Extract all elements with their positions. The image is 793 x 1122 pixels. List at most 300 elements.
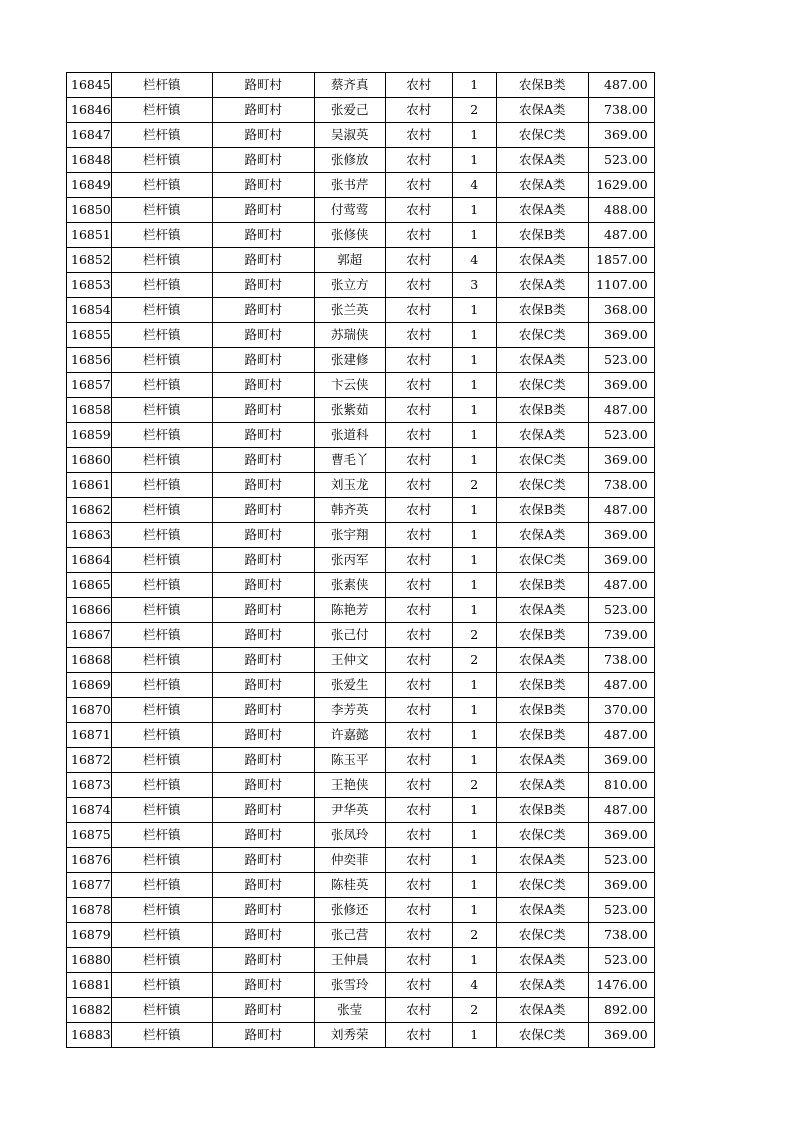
- cell-amount: 1629.00: [588, 173, 654, 198]
- cell-area: 农村: [385, 898, 452, 923]
- cell-id: 16865: [67, 573, 112, 598]
- cell-category: 农保B类: [496, 673, 588, 698]
- cell-category: 农保B类: [496, 573, 588, 598]
- cell-category: 农保C类: [496, 373, 588, 398]
- cell-area: 农村: [385, 873, 452, 898]
- cell-amount: 1857.00: [588, 248, 654, 273]
- cell-id: 16855: [67, 323, 112, 348]
- table-row: [67, 373, 655, 398]
- cell-count: 4: [452, 973, 496, 998]
- cell-village: 路町村: [212, 923, 314, 948]
- cell-name: 韩齐英: [314, 498, 385, 523]
- table-row: [67, 698, 655, 723]
- cell-category: 农保C类: [496, 123, 588, 148]
- cell-count: 1: [452, 948, 496, 973]
- cell-id: 16845: [67, 73, 112, 98]
- cell-village: 路町村: [212, 348, 314, 373]
- cell-count: 2: [452, 998, 496, 1023]
- cell-area: 农村: [385, 498, 452, 523]
- cell-area: 农村: [385, 623, 452, 648]
- cell-name: 张修还: [314, 898, 385, 923]
- cell-town: 栏杆镇: [111, 198, 212, 223]
- cell-amount: 892.00: [588, 998, 654, 1023]
- cell-category: 农保B类: [496, 73, 588, 98]
- cell-village: 路町村: [212, 273, 314, 298]
- cell-village: 路町村: [212, 648, 314, 673]
- cell-name: 王仲文: [314, 648, 385, 673]
- cell-area: 农村: [385, 748, 452, 773]
- cell-amount: 1476.00: [588, 973, 654, 998]
- cell-name: 张己付: [314, 623, 385, 648]
- cell-id: 16877: [67, 873, 112, 898]
- cell-count: 1: [452, 673, 496, 698]
- cell-village: 路町村: [212, 73, 314, 98]
- cell-village: 路町村: [212, 1023, 314, 1048]
- cell-town: 栏杆镇: [111, 273, 212, 298]
- cell-village: 路町村: [212, 723, 314, 748]
- cell-town: 栏杆镇: [111, 898, 212, 923]
- cell-area: 农村: [385, 148, 452, 173]
- cell-count: 1: [452, 373, 496, 398]
- cell-name: 张紫茹: [314, 398, 385, 423]
- cell-amount: 369.00: [588, 873, 654, 898]
- table-row: [67, 323, 655, 348]
- cell-amount: 369.00: [588, 1023, 654, 1048]
- cell-count: 1: [452, 323, 496, 348]
- table-row: [67, 198, 655, 223]
- cell-amount: 738.00: [588, 923, 654, 948]
- cell-area: 农村: [385, 73, 452, 98]
- cell-id: 16852: [67, 248, 112, 273]
- cell-count: 1: [452, 573, 496, 598]
- cell-area: 农村: [385, 298, 452, 323]
- cell-village: 路町村: [212, 898, 314, 923]
- cell-town: 栏杆镇: [111, 973, 212, 998]
- cell-category: 农保B类: [496, 623, 588, 648]
- cell-village: 路町村: [212, 573, 314, 598]
- table-row: [67, 973, 655, 998]
- cell-category: 农保A类: [496, 248, 588, 273]
- cell-amount: 738.00: [588, 473, 654, 498]
- table-row: [67, 348, 655, 373]
- cell-village: 路町村: [212, 598, 314, 623]
- cell-amount: 487.00: [588, 73, 654, 98]
- table-row: [67, 123, 655, 148]
- table-row: [67, 1023, 655, 1048]
- cell-name: 张丙军: [314, 548, 385, 573]
- cell-village: 路町村: [212, 173, 314, 198]
- table-row: [67, 548, 655, 573]
- cell-category: 农保C类: [496, 923, 588, 948]
- cell-town: 栏杆镇: [111, 773, 212, 798]
- table-row: [67, 273, 655, 298]
- cell-name: 张莹: [314, 998, 385, 1023]
- table-row: [67, 423, 655, 448]
- table-row: [67, 498, 655, 523]
- cell-town: 栏杆镇: [111, 648, 212, 673]
- cell-category: 农保A类: [496, 523, 588, 548]
- cell-count: 1: [452, 198, 496, 223]
- cell-town: 栏杆镇: [111, 148, 212, 173]
- cell-name: 张素侠: [314, 573, 385, 598]
- cell-name: 张修侠: [314, 223, 385, 248]
- cell-area: 农村: [385, 423, 452, 448]
- cell-id: 16874: [67, 798, 112, 823]
- cell-id: 16860: [67, 448, 112, 473]
- cell-count: 1: [452, 448, 496, 473]
- cell-amount: 738.00: [588, 648, 654, 673]
- cell-town: 栏杆镇: [111, 673, 212, 698]
- table-row: [67, 773, 655, 798]
- cell-id: 16883: [67, 1023, 112, 1048]
- cell-name: 吴淑英: [314, 123, 385, 148]
- cell-village: 路町村: [212, 423, 314, 448]
- cell-amount: 369.00: [588, 123, 654, 148]
- cell-category: 农保A类: [496, 848, 588, 873]
- cell-category: 农保A类: [496, 648, 588, 673]
- cell-count: 1: [452, 498, 496, 523]
- cell-amount: 523.00: [588, 598, 654, 623]
- table-row: [67, 73, 655, 98]
- cell-amount: 368.00: [588, 298, 654, 323]
- cell-name: 陈桂英: [314, 873, 385, 898]
- table-row: [67, 673, 655, 698]
- cell-count: 3: [452, 273, 496, 298]
- cell-category: 农保A类: [496, 898, 588, 923]
- cell-town: 栏杆镇: [111, 248, 212, 273]
- cell-id: 16849: [67, 173, 112, 198]
- cell-area: 农村: [385, 348, 452, 373]
- cell-area: 农村: [385, 723, 452, 748]
- cell-category: 农保A类: [496, 973, 588, 998]
- cell-id: 16878: [67, 898, 112, 923]
- cell-id: 16866: [67, 598, 112, 623]
- cell-id: 16847: [67, 123, 112, 148]
- cell-area: 农村: [385, 223, 452, 248]
- table-row: [67, 748, 655, 773]
- cell-village: 路町村: [212, 823, 314, 848]
- cell-amount: 487.00: [588, 573, 654, 598]
- cell-category: 农保A类: [496, 998, 588, 1023]
- cell-town: 栏杆镇: [111, 723, 212, 748]
- cell-count: 1: [452, 348, 496, 373]
- cell-village: 路町村: [212, 973, 314, 998]
- cell-town: 栏杆镇: [111, 298, 212, 323]
- cell-id: 16848: [67, 148, 112, 173]
- cell-area: 农村: [385, 548, 452, 573]
- cell-amount: 487.00: [588, 723, 654, 748]
- table-row: [67, 923, 655, 948]
- cell-area: 农村: [385, 798, 452, 823]
- cell-count: 1: [452, 898, 496, 923]
- cell-area: 农村: [385, 323, 452, 348]
- cell-id: 16857: [67, 373, 112, 398]
- cell-village: 路町村: [212, 873, 314, 898]
- cell-amount: 369.00: [588, 373, 654, 398]
- cell-category: 农保C类: [496, 323, 588, 348]
- cell-village: 路町村: [212, 698, 314, 723]
- cell-name: 仲奕菲: [314, 848, 385, 873]
- cell-category: 农保A类: [496, 173, 588, 198]
- cell-id: 16869: [67, 673, 112, 698]
- cell-name: 陈玉平: [314, 748, 385, 773]
- cell-name: 张书芹: [314, 173, 385, 198]
- cell-amount: 487.00: [588, 398, 654, 423]
- cell-amount: 810.00: [588, 773, 654, 798]
- cell-id: 16871: [67, 723, 112, 748]
- records-table-body: [67, 73, 655, 1048]
- cell-town: 栏杆镇: [111, 523, 212, 548]
- cell-name: 刘秀荣: [314, 1023, 385, 1048]
- cell-town: 栏杆镇: [111, 423, 212, 448]
- table-row: [67, 173, 655, 198]
- cell-area: 农村: [385, 98, 452, 123]
- cell-name: 陈艳芳: [314, 598, 385, 623]
- table-row: [67, 523, 655, 548]
- cell-category: 农保A类: [496, 198, 588, 223]
- cell-amount: 523.00: [588, 948, 654, 973]
- cell-name: 张兰英: [314, 298, 385, 323]
- cell-name: 刘玉龙: [314, 473, 385, 498]
- cell-area: 农村: [385, 373, 452, 398]
- cell-amount: 369.00: [588, 823, 654, 848]
- cell-town: 栏杆镇: [111, 98, 212, 123]
- cell-category: 农保B类: [496, 723, 588, 748]
- cell-name: 尹华英: [314, 798, 385, 823]
- cell-name: 李芳英: [314, 698, 385, 723]
- cell-id: 16862: [67, 498, 112, 523]
- cell-town: 栏杆镇: [111, 398, 212, 423]
- cell-town: 栏杆镇: [111, 598, 212, 623]
- table-row: [67, 398, 655, 423]
- cell-town: 栏杆镇: [111, 873, 212, 898]
- records-table: [66, 72, 655, 1048]
- cell-id: 16876: [67, 848, 112, 873]
- cell-count: 2: [452, 623, 496, 648]
- cell-village: 路町村: [212, 798, 314, 823]
- cell-town: 栏杆镇: [111, 1023, 212, 1048]
- cell-id: 16861: [67, 473, 112, 498]
- cell-village: 路町村: [212, 248, 314, 273]
- table-row: [67, 223, 655, 248]
- cell-category: 农保A类: [496, 148, 588, 173]
- cell-id: 16854: [67, 298, 112, 323]
- cell-count: 2: [452, 473, 496, 498]
- cell-count: 1: [452, 873, 496, 898]
- cell-category: 农保C类: [496, 473, 588, 498]
- cell-area: 农村: [385, 198, 452, 223]
- cell-category: 农保C类: [496, 448, 588, 473]
- cell-name: 张立方: [314, 273, 385, 298]
- cell-id: 16882: [67, 998, 112, 1023]
- cell-area: 农村: [385, 823, 452, 848]
- cell-amount: 523.00: [588, 348, 654, 373]
- cell-id: 16850: [67, 198, 112, 223]
- cell-area: 农村: [385, 923, 452, 948]
- cell-count: 1: [452, 73, 496, 98]
- cell-name: 许嘉懿: [314, 723, 385, 748]
- cell-town: 栏杆镇: [111, 623, 212, 648]
- cell-count: 1: [452, 823, 496, 848]
- cell-count: 2: [452, 923, 496, 948]
- cell-town: 栏杆镇: [111, 798, 212, 823]
- cell-amount: 488.00: [588, 198, 654, 223]
- cell-category: 农保A类: [496, 98, 588, 123]
- cell-amount: 369.00: [588, 323, 654, 348]
- cell-name: 付莺莺: [314, 198, 385, 223]
- cell-id: 16864: [67, 548, 112, 573]
- cell-area: 农村: [385, 123, 452, 148]
- cell-amount: 523.00: [588, 423, 654, 448]
- cell-count: 1: [452, 398, 496, 423]
- cell-id: 16872: [67, 748, 112, 773]
- cell-village: 路町村: [212, 523, 314, 548]
- cell-count: 1: [452, 148, 496, 173]
- cell-name: 王仲晨: [314, 948, 385, 973]
- cell-name: 张爱生: [314, 673, 385, 698]
- cell-count: 1: [452, 798, 496, 823]
- cell-name: 王艳侠: [314, 773, 385, 798]
- cell-count: 1: [452, 548, 496, 573]
- cell-count: 1: [452, 223, 496, 248]
- table-row: [67, 848, 655, 873]
- cell-category: 农保B类: [496, 223, 588, 248]
- cell-area: 农村: [385, 948, 452, 973]
- cell-id: 16853: [67, 273, 112, 298]
- cell-town: 栏杆镇: [111, 348, 212, 373]
- cell-name: 郭超: [314, 248, 385, 273]
- cell-area: 农村: [385, 523, 452, 548]
- cell-town: 栏杆镇: [111, 573, 212, 598]
- cell-category: 农保B类: [496, 398, 588, 423]
- cell-amount: 369.00: [588, 548, 654, 573]
- cell-village: 路町村: [212, 773, 314, 798]
- cell-town: 栏杆镇: [111, 173, 212, 198]
- cell-name: 张道科: [314, 423, 385, 448]
- cell-village: 路町村: [212, 673, 314, 698]
- cell-name: 张凤玲: [314, 823, 385, 848]
- cell-count: 1: [452, 423, 496, 448]
- cell-id: 16863: [67, 523, 112, 548]
- cell-area: 农村: [385, 1023, 452, 1048]
- cell-town: 栏杆镇: [111, 73, 212, 98]
- cell-name: 张宇翔: [314, 523, 385, 548]
- cell-town: 栏杆镇: [111, 123, 212, 148]
- cell-town: 栏杆镇: [111, 698, 212, 723]
- cell-count: 1: [452, 298, 496, 323]
- table-row: [67, 873, 655, 898]
- cell-name: 张己营: [314, 923, 385, 948]
- cell-town: 栏杆镇: [111, 748, 212, 773]
- cell-category: 农保C类: [496, 1023, 588, 1048]
- cell-count: 2: [452, 773, 496, 798]
- cell-town: 栏杆镇: [111, 323, 212, 348]
- table-row: [67, 898, 655, 923]
- cell-id: 16856: [67, 348, 112, 373]
- cell-id: 16870: [67, 698, 112, 723]
- table-row: [67, 598, 655, 623]
- table-row: [67, 798, 655, 823]
- cell-category: 农保A类: [496, 748, 588, 773]
- cell-amount: 369.00: [588, 448, 654, 473]
- cell-village: 路町村: [212, 623, 314, 648]
- table-row: [67, 298, 655, 323]
- cell-village: 路町村: [212, 498, 314, 523]
- cell-area: 农村: [385, 598, 452, 623]
- cell-count: 1: [452, 723, 496, 748]
- cell-category: 农保B类: [496, 798, 588, 823]
- cell-area: 农村: [385, 398, 452, 423]
- table-row: [67, 998, 655, 1023]
- cell-area: 农村: [385, 998, 452, 1023]
- cell-amount: 739.00: [588, 623, 654, 648]
- cell-id: 16868: [67, 648, 112, 673]
- table-row: [67, 573, 655, 598]
- cell-category: 农保A类: [496, 598, 588, 623]
- cell-amount: 523.00: [588, 148, 654, 173]
- cell-area: 农村: [385, 673, 452, 698]
- cell-town: 栏杆镇: [111, 948, 212, 973]
- cell-count: 1: [452, 123, 496, 148]
- cell-village: 路町村: [212, 448, 314, 473]
- table-row: [67, 623, 655, 648]
- cell-category: 农保A类: [496, 773, 588, 798]
- cell-amount: 1107.00: [588, 273, 654, 298]
- cell-town: 栏杆镇: [111, 548, 212, 573]
- cell-name: 张爱己: [314, 98, 385, 123]
- cell-category: 农保A类: [496, 948, 588, 973]
- cell-village: 路町村: [212, 398, 314, 423]
- cell-village: 路町村: [212, 998, 314, 1023]
- cell-amount: 369.00: [588, 523, 654, 548]
- cell-village: 路町村: [212, 98, 314, 123]
- cell-amount: 523.00: [588, 848, 654, 873]
- cell-count: 1: [452, 523, 496, 548]
- cell-area: 农村: [385, 973, 452, 998]
- cell-area: 农村: [385, 473, 452, 498]
- cell-category: 农保B类: [496, 298, 588, 323]
- cell-category: 农保C类: [496, 548, 588, 573]
- cell-id: 16851: [67, 223, 112, 248]
- cell-village: 路町村: [212, 148, 314, 173]
- cell-amount: 487.00: [588, 498, 654, 523]
- cell-id: 16875: [67, 823, 112, 848]
- cell-count: 2: [452, 648, 496, 673]
- cell-count: 1: [452, 1023, 496, 1048]
- cell-village: 路町村: [212, 198, 314, 223]
- table-row: [67, 98, 655, 123]
- table-row: [67, 448, 655, 473]
- cell-area: 农村: [385, 173, 452, 198]
- cell-category: 农保C类: [496, 873, 588, 898]
- cell-town: 栏杆镇: [111, 998, 212, 1023]
- cell-town: 栏杆镇: [111, 448, 212, 473]
- cell-category: 农保B类: [496, 498, 588, 523]
- cell-amount: 487.00: [588, 673, 654, 698]
- cell-category: 农保B类: [496, 698, 588, 723]
- cell-village: 路町村: [212, 223, 314, 248]
- cell-village: 路町村: [212, 298, 314, 323]
- cell-count: 2: [452, 98, 496, 123]
- cell-count: 4: [452, 173, 496, 198]
- cell-id: 16867: [67, 623, 112, 648]
- cell-area: 农村: [385, 573, 452, 598]
- cell-count: 1: [452, 698, 496, 723]
- cell-count: 4: [452, 248, 496, 273]
- cell-village: 路町村: [212, 548, 314, 573]
- cell-village: 路町村: [212, 373, 314, 398]
- table-row: [67, 148, 655, 173]
